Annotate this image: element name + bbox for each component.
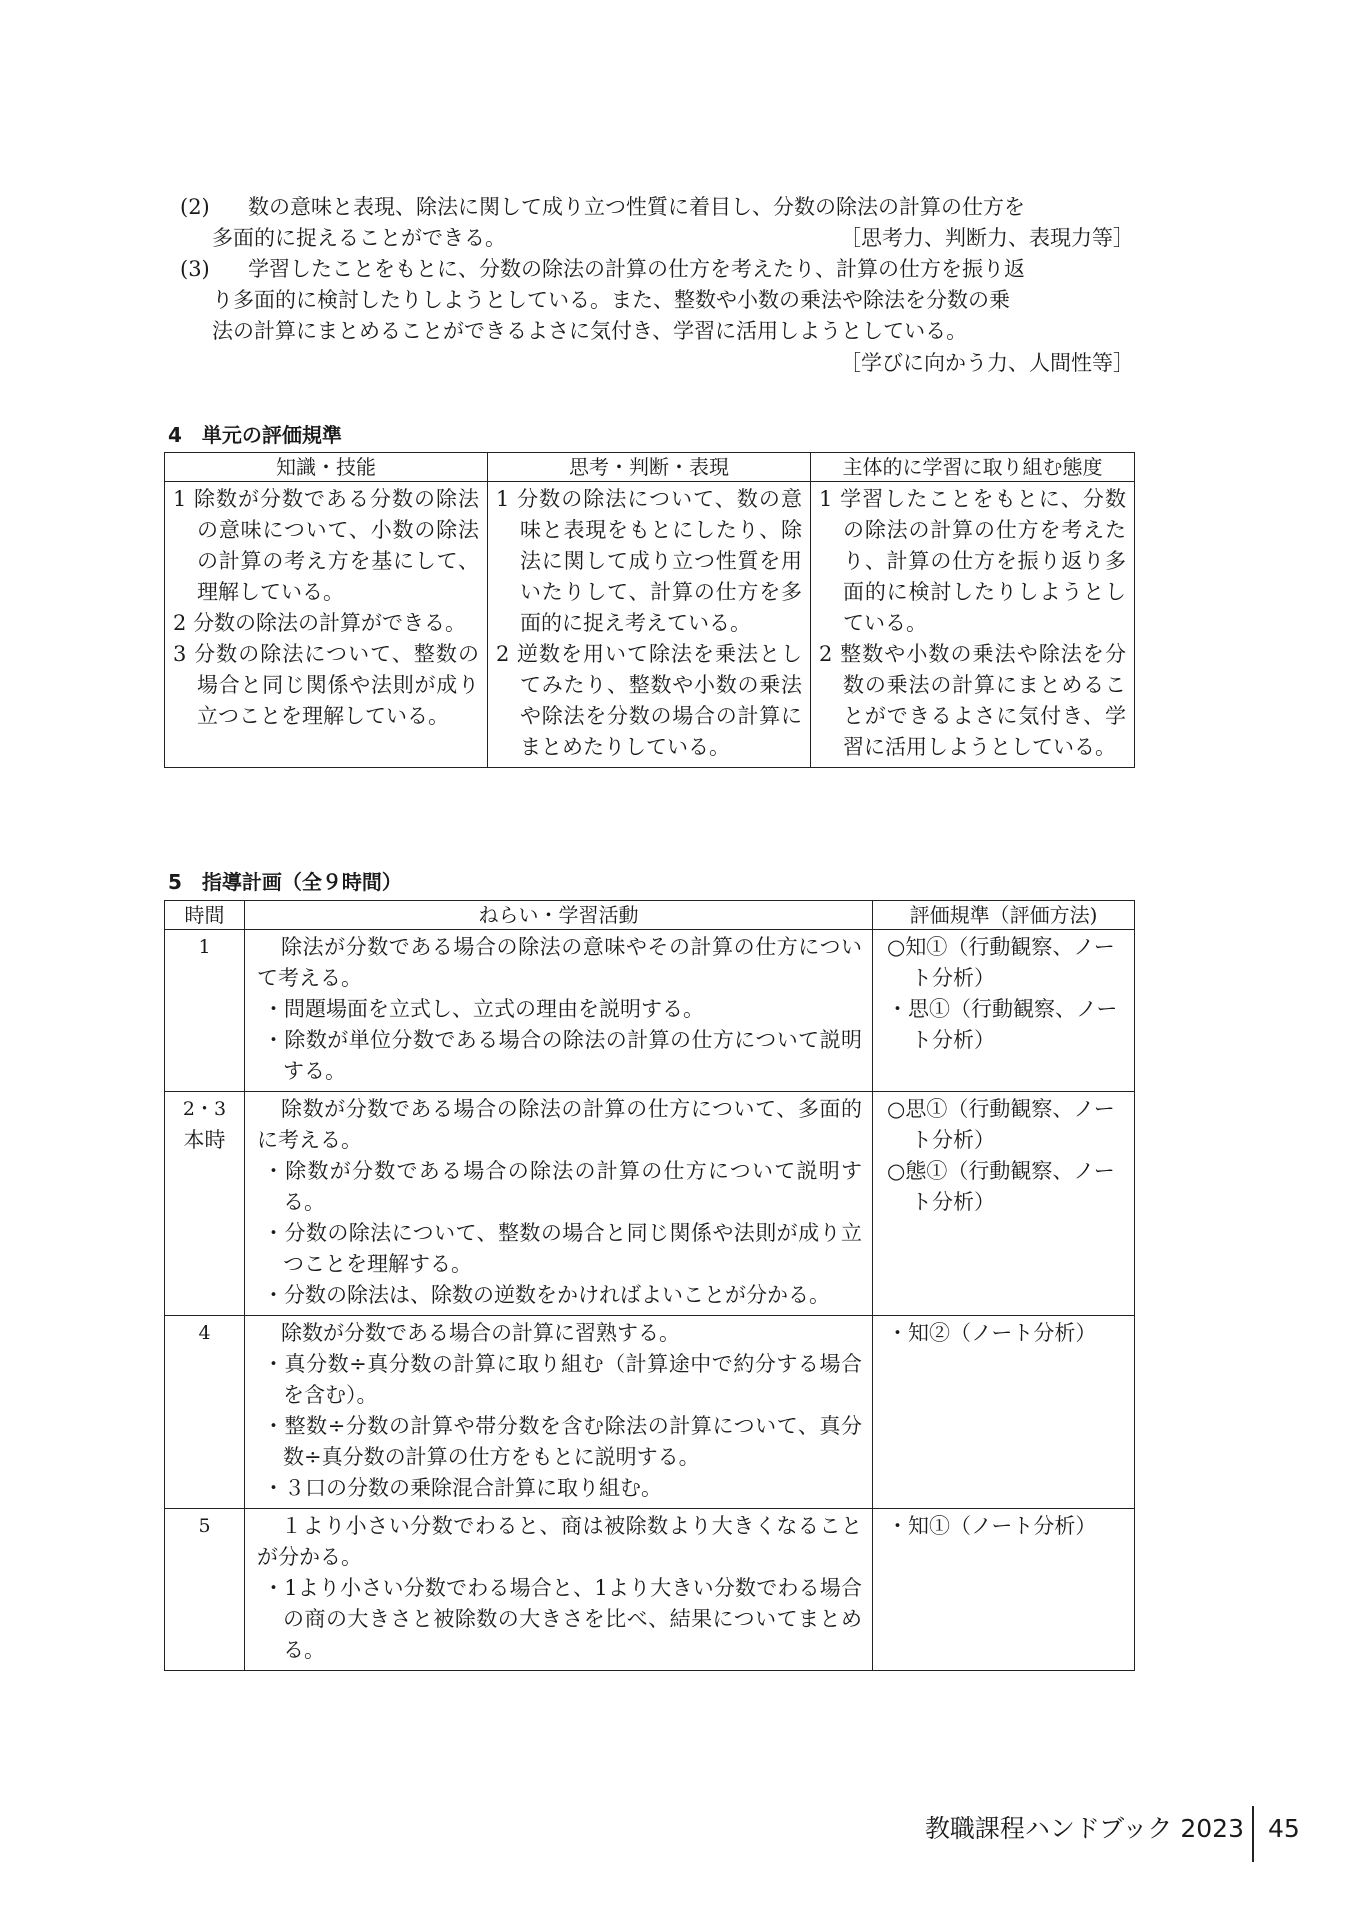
activities-cell xyxy=(245,1316,873,1509)
column-header: 思考・判断・表現 xyxy=(488,453,811,482)
criteria-item: 1 除数が分数である分数の除法の意味について、小数の除法の計算の考え方を基にして、理解している。 xyxy=(173,487,479,604)
activities-cell xyxy=(245,1092,873,1316)
table-row xyxy=(165,1316,1135,1509)
hours-cell: 5 xyxy=(165,1509,245,1671)
lesson-aim: 除数が分数である場合の計算に習熟する。 xyxy=(281,1321,680,1345)
attitude-cell xyxy=(811,482,1135,768)
criteria-cell xyxy=(873,930,1135,1092)
criteria-cell xyxy=(873,1509,1135,1671)
section-4-title: 4 単元の評価規準 xyxy=(168,423,342,447)
criteria-item: 2 整数や小数の乗法や除法を分数の乗法の計算にまとめることができるよさに気付き、学習に活用しようとしている。 xyxy=(819,642,1126,759)
teaching-plan-table xyxy=(164,900,1135,1671)
page-number: 45 xyxy=(1268,1814,1300,1843)
objective-number: (3) xyxy=(180,257,210,281)
ability-tag: ［思考力、判断力、表現力等］ xyxy=(840,226,1134,250)
knowledge-skills-cell xyxy=(165,482,488,768)
activity-item: ・分数の除法は、除数の逆数をかければよいことが分かる。 xyxy=(263,1283,830,1307)
column-header: 時間 xyxy=(165,901,245,930)
activities-cell xyxy=(245,930,873,1092)
criteria-method: ・知②（ノート分析） xyxy=(887,1321,1097,1345)
column-header: 評価規準（評価方法) xyxy=(873,901,1135,930)
column-header: ねらい・学習活動 xyxy=(245,901,873,930)
thinking-judgment-cell xyxy=(488,482,811,768)
objective-text-line: 法の計算にまとめることができるよさに気付き、学習に活用しようとしている。 xyxy=(212,319,968,343)
activities-cell xyxy=(245,1509,873,1671)
evaluation-criteria-table xyxy=(164,452,1135,768)
hours-cell: 1 xyxy=(165,930,245,1092)
section-5-title: 5 指導計画（全９時間） xyxy=(168,870,402,894)
activity-item: ・真分数÷真分数の計算に取り組む（計算途中で約分する場合を含む）。 xyxy=(263,1352,862,1407)
criteria-item: 1 分数の除法について、数の意味と表現をもとにしたり、除法に関して成り立つ性質を用いたりして、計算の仕方を多面的に捉え考えている。 xyxy=(496,487,802,635)
objective-text-line: り多面的に検討したりしようとしている。また、整数や小数の乗法や除法を分数の乗 xyxy=(212,288,1010,312)
activity-item: ・除数が分数である場合の除法の計算の仕方について説明する。 xyxy=(263,1159,862,1214)
column-header: 知識・技能 xyxy=(165,453,488,482)
criteria-cell xyxy=(873,1092,1135,1316)
activity-item: ・1より小さい分数でわる場合と、1より大きい分数でわる場合の商の大きさと被除数の大きさを比べ、結果についてまとめる。 xyxy=(263,1576,862,1662)
table-header-row xyxy=(165,901,1135,930)
objective-text-line: 多面的に捉えることができる。 xyxy=(212,226,506,250)
table-header-row xyxy=(165,453,1135,482)
activity-item: ・３口の分数の乗除混合計算に取り組む。 xyxy=(263,1476,662,1500)
activity-item: ・問題場面を立式し、立式の理由を説明する。 xyxy=(263,997,704,1021)
table-row xyxy=(165,482,1135,768)
criteria-item: 3 分数の除法について、整数の場合と同じ関係や法則が成り立つことを理解している。 xyxy=(173,642,479,728)
objective-number: (2) xyxy=(180,195,210,219)
activity-item: ・整数÷分数の計算や帯分数を含む除法の計算について、真分数÷真分数の計算の仕方をもとに説明する。 xyxy=(263,1414,862,1469)
footer-divider xyxy=(1252,1806,1254,1862)
handbook-title: 教職課程ハンドブック 2023 xyxy=(924,1814,1244,1843)
criteria-method: ○知①（行動観察、ノート分析） xyxy=(887,935,1115,990)
table-row xyxy=(165,930,1135,1092)
criteria-item: 2 分数の除法の計算ができる。 xyxy=(173,611,467,635)
criteria-cell xyxy=(873,1316,1135,1509)
criteria-item: 2 逆数を用いて除法を乗法としてみたり、整数や小数の乗法や除法を分数の場合の計算にまとめたりしている。 xyxy=(496,642,802,759)
criteria-method: ○思①（行動観察、ノート分析） xyxy=(887,1097,1115,1152)
hours-cell: 4 xyxy=(165,1316,245,1509)
criteria-item: 1 学習したことをもとに、分数の除法の計算の仕方を考えたり、計算の仕方を振り返り多面的に検討したりしようとしている。 xyxy=(819,487,1126,635)
hours-cell: 2・3 本時 xyxy=(165,1092,245,1316)
lesson-aim: １より小さい分数でわると、商は被除数より大きくなることが分かる。 xyxy=(257,1514,862,1569)
criteria-method: ・知①（ノート分析） xyxy=(887,1514,1097,1538)
objective-text-line: 数の意味と表現、除法に関して成り立つ性質に着目し、分数の除法の計算の仕方を xyxy=(248,195,1025,219)
ability-tag: ［学びに向かう力、人間性等］ xyxy=(840,351,1134,375)
lesson-aim: 除法が分数である場合の除法の意味やその計算の仕方について考える。 xyxy=(257,935,862,990)
table-row xyxy=(165,1092,1135,1316)
table-row xyxy=(165,1509,1135,1671)
activity-item: ・除数が単位分数である場合の除法の計算の仕方について説明する。 xyxy=(263,1028,862,1083)
criteria-method: ・思①（行動観察、ノート分析） xyxy=(887,997,1118,1052)
lesson-aim: 除数が分数である場合の除法の計算の仕方について、多面的に考える。 xyxy=(257,1097,862,1152)
activity-item: ・分数の除法について、整数の場合と同じ関係や法則が成り立つことを理解する。 xyxy=(263,1221,862,1276)
column-header: 主体的に学習に取り組む態度 xyxy=(811,453,1135,482)
objective-text-line: 学習したことをもとに、分数の除法の計算の仕方を考えたり、計算の仕方を振り返 xyxy=(248,257,1025,281)
criteria-method: ○態①（行動観察、ノート分析） xyxy=(887,1159,1115,1214)
